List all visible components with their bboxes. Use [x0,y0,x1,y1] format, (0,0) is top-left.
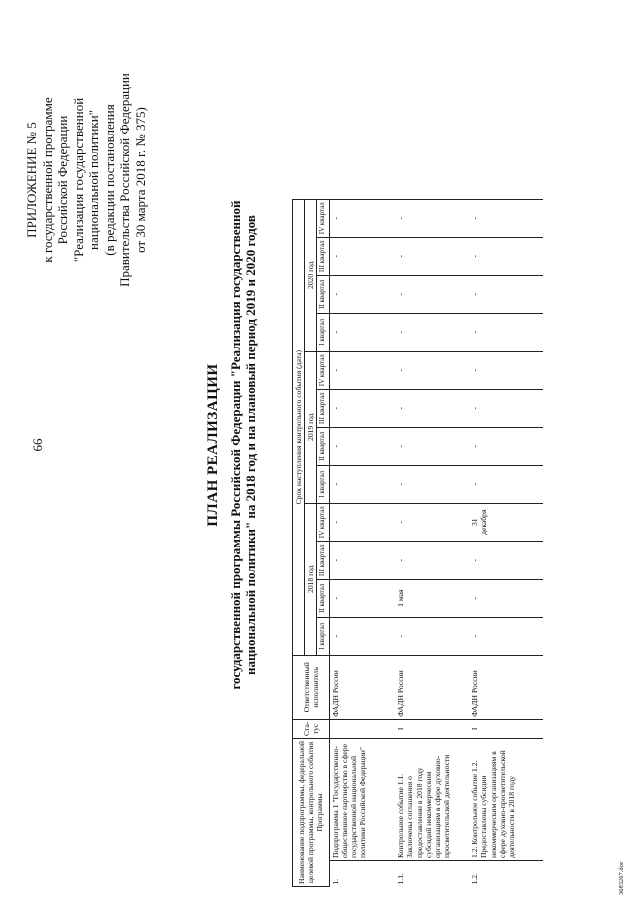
row-value: - [469,617,543,655]
row-value: 1 мая [395,579,469,617]
row-value: - [395,465,469,503]
row-name: Подпрограмма 1 "Государственно-общественное партнерство в сфере государственной национальной политики Российской Федерации" [329,739,395,861]
appendix-line: "Реализация государственной [70,97,86,263]
row-value: - [329,579,395,617]
row-value: - [395,351,469,389]
row-value: - [469,313,543,351]
appendix-line: национальной политики" [86,110,101,251]
row-value: - [329,427,395,465]
row-value: - [469,237,543,275]
row-executor: ФАДН России [469,655,543,719]
row-value: - [395,313,469,351]
header-year-2019: 2019 год [305,351,317,503]
appendix-header [24,30,148,330]
row-value: - [469,465,543,503]
header-quarter: I квартал [317,465,329,503]
table-row [469,199,543,886]
appendix-line: Правительства Российской Федерации [117,73,132,287]
row-name: Контрольное событие 1.1. Заключены соглашения о предоставлении в 2018 году субсидий некоммерческим организациям в сфере духовно-просветительской деятельности [395,739,469,861]
appendix-line: от 30 марта 2018 г. № 375) [132,107,148,253]
row-number: 1.1. [396,873,406,885]
row-status: I [469,719,543,738]
row-value: - [329,389,395,427]
appendix-line: (в редакции постановления [101,104,117,256]
row-value: - [469,275,543,313]
row-value: - [395,503,469,541]
row-number: 1. [329,861,395,887]
table-row [395,199,469,886]
row-name: 1.2. Контрольное событие 1.2. Предоставлены субсидии некоммерческим организациям в сфере духовно-просветительской деятельности в 2018 году [469,739,543,861]
row-value: - [395,541,469,579]
row-executor: ФАДН России [395,655,469,719]
row-value: - [395,389,469,427]
row-value: - [329,199,395,237]
plan-table [292,199,543,887]
header-quarter: IV квартал [317,199,329,237]
header-term: Срок наступления контрольного события (дата) [293,199,305,655]
row-value: - [469,389,543,427]
row-value: - [329,313,395,351]
header-quarter: II квартал [317,427,329,465]
row-value: - [395,237,469,275]
row-value: - [395,275,469,313]
document-subtitle-line: государственной программы Российской Федерации "Реализация государственной [228,200,243,690]
header-quarter: I квартал [317,313,329,351]
row-value: - [329,237,395,275]
row-executor: ФАДН России [329,655,395,719]
header-quarter: IV квартал [317,503,329,541]
row-value: - [329,465,395,503]
header-quarter: III квартал [317,237,329,275]
row-value: - [395,427,469,465]
header-year-2018: 2018 год [305,503,317,655]
document-subtitle-line: национальной политики" на 2018 год и на плановый период 2019 и 2020 годов [243,215,258,675]
row-value: - [329,503,395,541]
header-name: Наименование подпрограммы, федеральной целевой программы, контрольного события Программы [293,739,330,887]
row-status: I [395,719,469,738]
row-value: - [469,427,543,465]
file-reference: 3683267.doc [618,861,625,895]
page-number: 66 [30,438,45,452]
appendix-line: ПРИЛОЖЕНИЕ № 5 [24,122,39,238]
row-number: 1.2. [470,873,480,885]
row-value: - [329,275,395,313]
row-value: - [469,541,543,579]
header-executor: Ответственный исполнитель [293,655,330,719]
row-value: 31 декабря [469,503,543,541]
row-value: - [469,199,543,237]
appendix-line: Российской Федерации [55,115,70,245]
document-title: ПЛАН РЕАЛИЗАЦИИ [205,363,221,527]
row-value: - [329,541,395,579]
row-value: - [329,617,395,655]
row-status [329,719,395,738]
row-value: - [469,579,543,617]
row-value: - [469,351,543,389]
row-value: - [395,199,469,237]
header-quarter: II квартал [317,579,329,617]
row-value: - [395,617,469,655]
header-quarter: IV квартал [317,351,329,389]
table-row [329,199,395,886]
header-quarter: I квартал [317,617,329,655]
appendix-line: к государственной программе [39,97,55,263]
row-value: - [329,351,395,389]
header-quarter: III квартал [317,389,329,427]
document-title-block [205,165,258,725]
header-quarter: II квартал [317,275,329,313]
header-quarter: III квартал [317,541,329,579]
header-year-2020: 2020 год [305,199,317,351]
header-status: Ста-тус [293,719,330,738]
